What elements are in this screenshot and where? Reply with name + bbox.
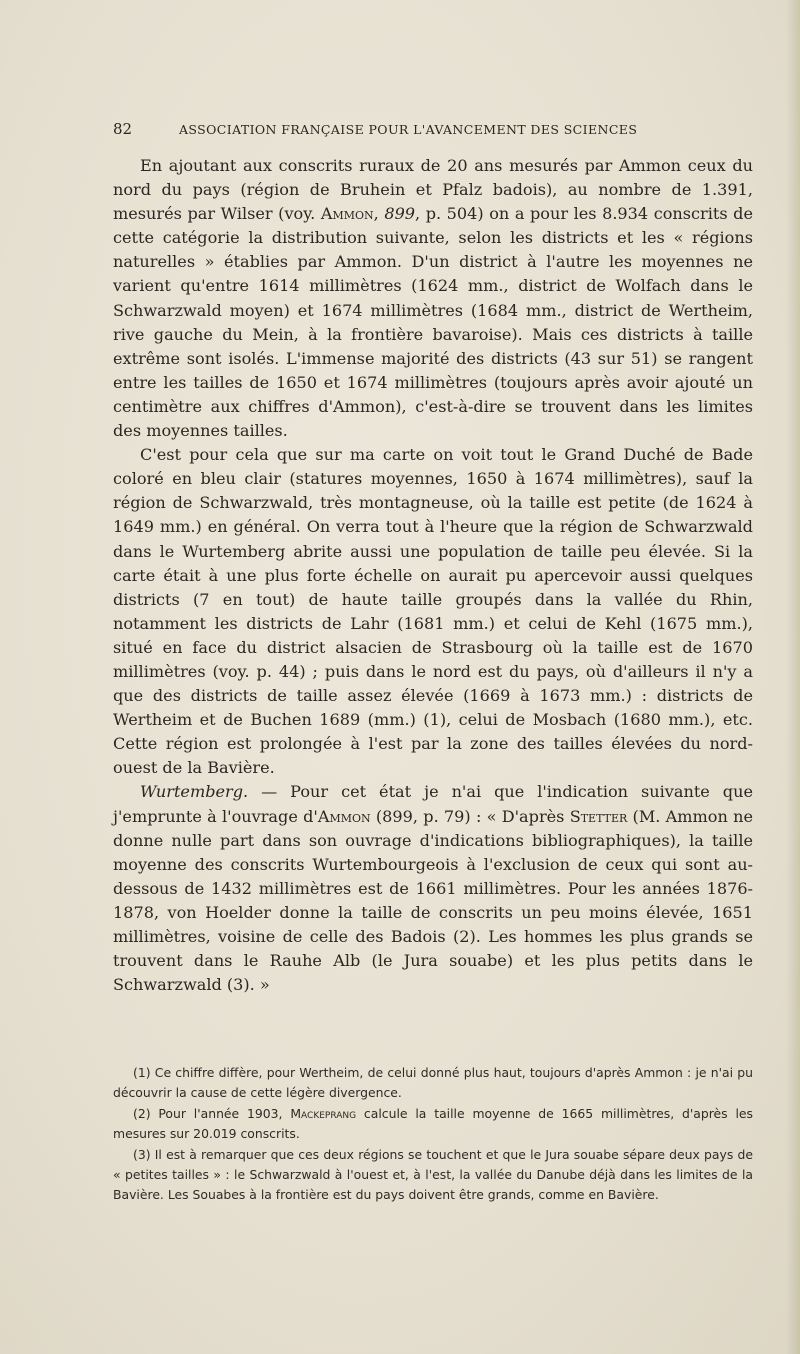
footnote-2-text-c: calcule la taille moyenne de 1665 millimètres, d'après les mesures sur 20.019 conscrits. xyxy=(113,1105,753,1142)
running-title: ASSOCIATION FRANÇAISE POUR L'AVANCEMENT DES SCIENCES xyxy=(179,122,638,137)
paragraph-3-text-d: (899, p. 79) : « D'après xyxy=(370,806,570,826)
page-header xyxy=(113,120,753,144)
paragraph-1 xyxy=(113,154,753,443)
footnote-3: (3) Il est à remarquer que ces deux régions se touchent et que le Jura souabe sépare deux pays de « petites tailles » : le Schwarzwald à l'ouest et, à l'est, la vallée du Danube déjà dans les limites de la Bavière. Les Souabes à la frontière est du pays doivent être grands, comme en Bavière. xyxy=(113,1146,753,1203)
paragraph-1-text-c: , xyxy=(373,204,385,224)
paragraph-1-text-a: En ajoutant aux conscrits ruraux de 20 ans mesurés par Ammon ceux du nord du pays (région de Bruhein et Pfalz badois), au nombre de 1.391, mesurés par Wilser (voy. xyxy=(113,156,753,224)
author-stetter: Stetter xyxy=(569,806,628,826)
paragraph-1-text-e: , p. 504) on a pour les 8.934 conscrits de cette catégorie la distribution suivante, selon les districts et les « régions naturelles » établies par Ammon. D'un district à l'autre les moyennes ne varient qu'entre 1614 millimètres (1624 mm., district de Wolfach dans le Schwarzwald moyen) et 1674 millimètres (1684 mm., district de Wertheim, rive gauche du Mein, à la frontière bavaroise). Mais ces districts à taille extrême sont isolés. L'immense majorité des districts (43 sur 51) se rangent entre les tailles de 1650 et 1674 millimètres (toujours après avoir ajouté un centimètre aux chiffres d'Ammon), c'est-à-dire se trouvent dans les limites des moyennes tailles. xyxy=(113,204,753,441)
paragraph-3-text-b: — Pour cet état je n'ai que l'indication suivante que j'emprunte à l'ouvrage d' xyxy=(113,782,753,826)
author-ammon: Ammon xyxy=(320,204,374,224)
paragraph-3 xyxy=(113,780,753,997)
footnote-2-text-a: (2) Pour l'année 1903, xyxy=(133,1105,291,1121)
body-text xyxy=(113,154,753,997)
section-title-wurtemberg: Wurtemberg. xyxy=(140,782,249,802)
footnote-2 xyxy=(113,1104,753,1145)
page-number: 82 xyxy=(113,120,133,138)
page-edge-shadow xyxy=(786,0,800,1354)
paragraph-3-text-f: (M. Ammon ne donne nulle part dans son ouvrage d'indications bibliographiques), la taille moyenne des conscrits Wurtembourgeois à l'exclusion de ceux qui sont au-dessous de 1432 millimètres est de 1661 millimètres. Pour les années 1876-1878, von Hoelder donne la taille de conscrits un peu moins élevée, 1651 millimètres, voisine de celle des Badois (2). Les hommes les plus grands se trouvent dans le Rauhe Alb (le Jura souabe) et les plus petits dans le Schwarzwald (3). » xyxy=(113,806,754,995)
paragraph-2: C'est pour cela que sur ma carte on voit tout le Grand Duché de Bade coloré en bleu clair (statures moyennes, 1650 à 1674 millimètres), sauf la région de Schwarzwald, très montagneuse, où la taille est petite (de 1624 à 1649 mm.) en général. On verra tout à l'heure que la région de Schwarzwald dans le Wurtemberg abrite aussi une population de taille peu élevée. Si la carte était à une plus forte échelle on aurait pu apercevoir aussi quelques districts (7 en tout) de haute taille groupés dans la vallée du Rhin, notamment les districts de Lahr (1681 mm.) et celui de Kehl (1675 mm.), situé en face du district alsacien de Strasbourg où la taille est de 1670 millimètres (voy. p. 44) ; puis dans le nord est du pays, où d'ailleurs il n'y a que des districts de taille assez élevée (1669 à 1673 mm.) : districts de Wertheim et de Buchen 1689 (mm.) (1), celui de Mosbach (1680 mm.), etc. Cette région est prolongée à l'est par la zone des tailles élevées du nord-ouest de la Bavière. xyxy=(113,445,753,778)
author-mackeprang: Mackeprang xyxy=(290,1105,357,1121)
reference-899: 899 xyxy=(384,204,416,224)
footnotes xyxy=(113,1063,753,1206)
footnote-1: (1) Ce chiffre diffère, pour Wertheim, de celui donné plus haut, toujours d'après Ammon : je n'ai pu découvrir la cause de cette légère divergence. xyxy=(113,1065,753,1101)
author-ammon-2: Ammon xyxy=(317,806,371,826)
